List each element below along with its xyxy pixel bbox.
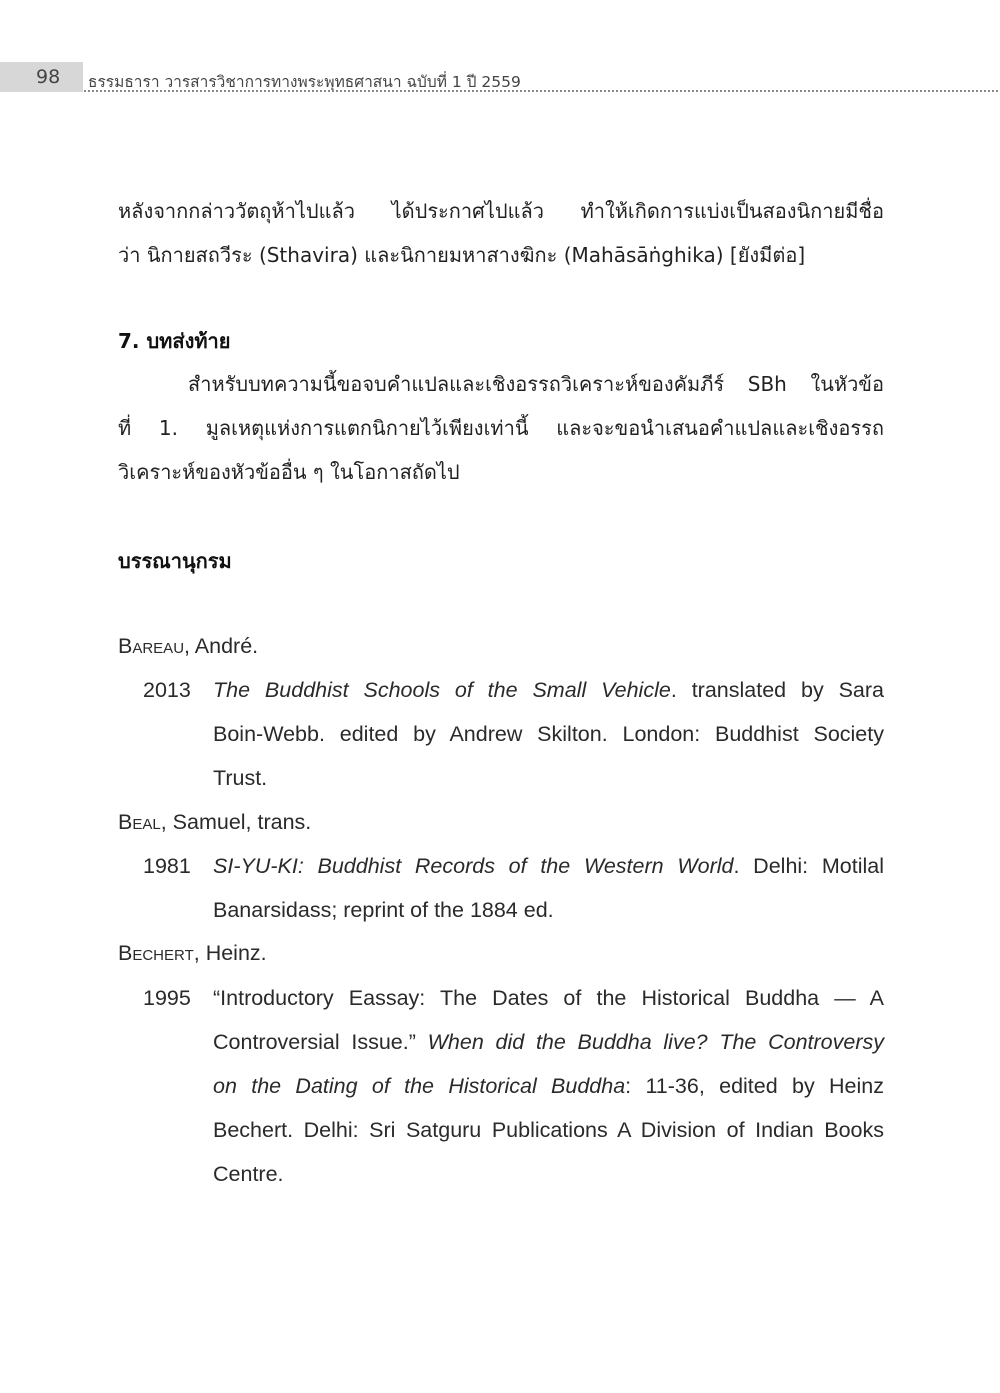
bib-line: Banarsidass; reprint of the 1884 ed. — [213, 898, 554, 922]
bib-line-rest: : 11-36, edited by Heinz — [625, 1074, 884, 1098]
bib-line — [213, 844, 884, 888]
running-title: ธรรมธารา วารสารวิชาการทางพระพุทธศาสนา ฉบับที่ 1 ปี 2559 — [88, 73, 521, 91]
bib-title: SI-YU-KI: Buddhist Records of the Western World — [213, 854, 734, 878]
bib-line — [213, 668, 884, 712]
page-number: 98 — [36, 66, 61, 88]
bib-text — [213, 668, 884, 800]
paragraph-line: วิเคราะห์ของหัวข้ออื่น ๆ ในโอกาสถัดไป — [118, 460, 460, 484]
conclusion-paragraph — [118, 362, 884, 494]
bib-text — [213, 844, 884, 932]
bib-line-rest: . Delhi: Motilal — [733, 854, 884, 878]
paragraph-line: ที่ 1. มูลเหตุแห่งการแตกนิกายไว้เพียงเท่านี้ และจะขอนำเสนอคำแปลและเชิงอรรถ — [118, 416, 884, 440]
bib-line: “Introductory Eassay: The Dates of the Historical Buddha — A — [213, 986, 884, 1010]
bib-title: The Buddhist Schools of the Small Vehicle — [213, 678, 671, 702]
intro-line: หลังจากกล่าววัตถุห้าไปแล้ว ได้ประกาศไปแล้ว ทำให้เกิดการแบ่งเป็นสองนิกายมีชื่อ — [118, 199, 884, 223]
bib-year: 1995 — [143, 986, 191, 1010]
bib-line-plain: Controversial Issue.” — [213, 1030, 416, 1054]
intro-paragraph — [118, 189, 884, 277]
bib-author — [118, 634, 258, 659]
bib-line: Trust. — [213, 766, 268, 790]
bib-line — [213, 1020, 884, 1064]
bib-line-rest: . translated by Sara — [670, 678, 885, 702]
bib-year: 1981 — [143, 854, 191, 878]
bibliography-heading: บรรณานุกรม — [118, 549, 232, 573]
bib-line: Centre. — [213, 1162, 284, 1186]
bib-entry — [143, 668, 884, 800]
author-surname: Bechert — [118, 941, 194, 965]
author-given-name: , Heinz. — [193, 941, 267, 965]
author-given-name: , Samuel, trans. — [160, 810, 312, 834]
bib-title: When did the Buddha live? The Controversy — [427, 1030, 885, 1054]
bib-author — [118, 810, 311, 835]
author-given-name: , André. — [184, 634, 259, 658]
intro-line: ว่า นิกายสถวีระ (Sthavira) และนิกายมหาสางฆิกะ (Mahāsāṅghika) [ยังมีต่อ] — [118, 243, 806, 267]
bib-entry — [143, 976, 884, 1196]
bib-title: on the Dating of the Historical Buddha — [213, 1074, 626, 1098]
paragraph-line: สำหรับบทความนี้ขอจบคำแปลและเชิงอรรถวิเคราะห์ของคัมภีร์ SBh ในหัวข้อ — [188, 372, 884, 396]
bib-line: Bechert. Delhi: Sri Satguru Publications A Division of Indian Books — [213, 1118, 884, 1142]
bib-line — [213, 1064, 884, 1108]
bib-entry — [143, 844, 884, 932]
bib-year: 2013 — [143, 678, 191, 702]
bib-author — [118, 941, 267, 966]
bib-text — [213, 976, 884, 1196]
header-dotted-rule — [84, 90, 998, 92]
section-heading: 7. บทส่งท้าย — [118, 329, 231, 353]
author-surname: Bareau — [118, 634, 185, 658]
bib-line: Boin-Webb. edited by Andrew Skilton. London: Buddhist Society — [213, 722, 884, 746]
author-surname: Beal — [118, 810, 161, 834]
